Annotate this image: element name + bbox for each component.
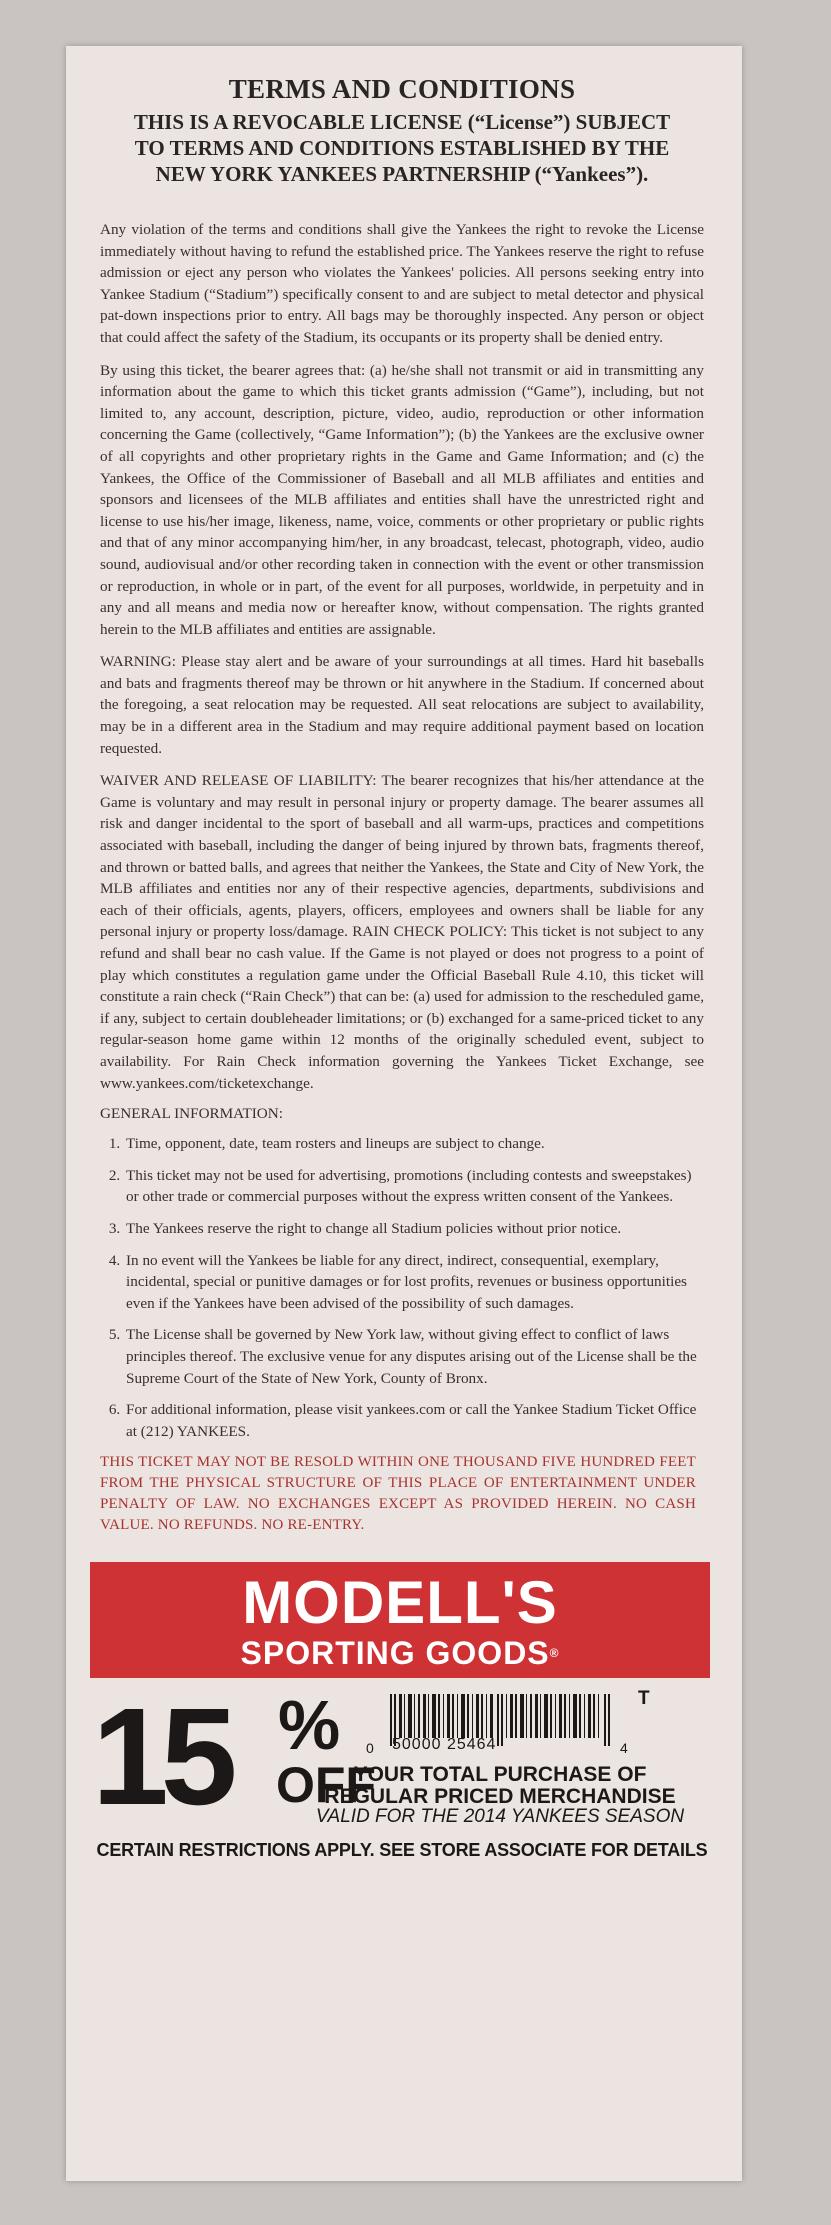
list-item: 6. For additional information, please visit yankees.com or call the Yankee Stadium Ticket Office at (212) YANKEES. [124,1399,704,1442]
barcode-right-digit: 4 [620,1740,628,1757]
general-information-heading: GENERAL INFORMATION: [100,1105,283,1123]
offer-text [310,1764,690,1808]
terms-title: TERMS AND CONDITIONS [228,74,576,104]
modells-banner [90,1562,710,1678]
list-item: 5. The License shall be governed by New York law, without giving effect to conflict of laws principles thereof. The exclusive venue for any disputes arising out of the License shall be the Supreme Court of the State of New York, County of Bronx. [124,1324,704,1389]
game-information-paragraph: By using this ticket, the bearer agrees that: (a) he/she shall not transmit or aid in transmitting any information about the game to which this ticket grants admission (“Game”), including, but not limited to, any account, description, picture, video, audio, reproduction or other information concerning the Game (collectively, “Game Information”); (b) the Yankees are the exclusive owner of all copyrights and other proprietary rights in the Game and Game Information; and (c) the Yankees, the Office of the Commissioner of Baseball and all MLB affiliates and entities and sponsors and licensees of the MLB affiliates and entities shall have the unrestricted right and license to use his/her image, likeness, name, voice, comments or other proprietary or public rights and that of any minor accompanying him/her, in any broadcast, telecast, photograph, video, audio sound, audiovisual and/or other recording taken in connection with the event or other transmission or reproduction, in whole or in part, of the event for all purposes, worldwide, in perpetuity and in any and all means and media now or hereafter know, without compensation. The rights granted herein to the MLB affiliates and entities are assignable. [100,361,704,638]
resale-notice: THIS TICKET MAY NOT BE RESOLD WITHIN ONE THOUSAND FIVE HUNDRED FEET FROM THE PHYSICAL STRUCTURE OF THIS PLACE OF ENTERTAINMENT UNDER PENALTY OF LAW. NO EXCHANGES EXCEPT AS PROVIDED HEREIN. NO CASH VALUE. NO REFUNDS. NO RE-ENTRY. [100,1454,696,1534]
barcode-left-digit: 0 [366,1740,374,1757]
license-line-3: NEW YORK YANKEES PARTNERSHIP (“Yankees”). [155,162,649,186]
terms-header [100,74,704,187]
brand-name: MODELL'S [242,1569,558,1637]
validity-line: VALID FOR THE 2014 YANKEES SEASON [315,1806,685,1828]
offer-line-2: REGULAR PRICED MERCHANDISE [324,1785,676,1809]
brand-subtitle-text: SPORTING GOODS [240,1635,550,1672]
coupon-offer [92,1678,708,1874]
general-information-list [100,1133,704,1442]
restrictions-line: CERTAIN RESTRICTIONS APPLY. SEE STORE ASSOCIATE FOR DETAILS [96,1840,708,1861]
list-item: 2. This ticket may not be used for advertising, promotions (including contests and sweepstakes) or other trade or commercial purposes without the express written consent of the Yankees. [124,1165,704,1208]
license-line-1: THIS IS A REVOCABLE LICENSE (“License”) SUBJECT [133,110,671,134]
brand-subtitle [90,1636,710,1670]
violation-paragraph: Any violation of the terms and conditions shall give the Yankees the right to revoke the License immediately without having to refund the established price. The Yankees reserve the right to refuse admission or eject any person who violates the Yankees' policies. All persons seeking entry into Yankee Stadium (“Stadium”) specifically consent to and are subject to metal detector and physical pat-down inspections prior to entry. All bags may be thoroughly inspected. Any person or object that could affect the safety of the Stadium, its occupants or its property shall be denied entry. [100,221,704,346]
registered-trademark: ® [549,1646,560,1661]
list-item: 1. Time, opponent, date, team rosters and lineups are subject to change. [124,1133,704,1155]
offer-line-1: YOUR TOTAL PURCHASE OF [353,1763,647,1787]
list-item: 3. The Yankees reserve the right to change all Stadium policies without prior notice. [124,1218,704,1240]
license-line-2: TO TERMS AND CONDITIONS ESTABLISHED BY THE [134,136,670,160]
off-label: OFF [276,1757,376,1814]
percent-sign: % [278,1686,341,1765]
warning-paragraph: WARNING: Please stay alert and be aware of your surroundings at all times. Hard hit baseballs and bats and fragments thereof may be thrown or hit anywhere in the Stadium. If concerned about the foregoing, a seat relocation may be requested. All seat relocations are subject to availability, may be in a different area in the Stadium and may require additional payment based on location requested. [100,653,704,757]
barcode-digits: 50000 25464 [392,1736,497,1754]
barcode-letter: T [638,1688,650,1710]
list-item: 4. In no event will the Yankees be liable for any direct, indirect, consequential, exemplary, incidental, special or punitive damages or for lost profits, revenues or business opportunities even if the Yankees have been advised of the possibility of such damages. [124,1250,704,1315]
ticket [66,46,742,2181]
discount-number: 15 [92,1680,230,1835]
waiver-paragraph: WAIVER AND RELEASE OF LIABILITY: The bearer recognizes that his/her attendance at the Game is voluntary and may result in personal injury or property damage. The bearer assumes all risk and danger incidental to the sport of baseball and all warm-ups, practices and competitions associated with baseball, including the danger of being injured by thrown bats, fragments thereof, and thrown or batted balls, and agrees that neither the Yankees, the State and City of New York, the MLB affiliates and entities nor any of their respective agencies, departments, subdivisions and each of their officials, agents, players, officers, employees and owners shall be liable for any personal injury or property loss/damage. RAIN CHECK POLICY: This ticket is not subject to any refund and shall bear no cash value. If the Game is not played or does not progress to a point of play which constitutes a regulation game under the Official Baseball Rule 4.10, this ticket will constitute a rain check (“Rain Check”) that can be: (a) used for admission to the rescheduled game, if any, subject to certain doubleheader limitations; or (b) exchanged for a same-priced ticket to any regular-season home game within 12 months of the originally scheduled event, subject to availability. For Rain Check information governing the Yankees Ticket Exchange, see www.yankees.com/ticketexchange. [100,772,704,1092]
